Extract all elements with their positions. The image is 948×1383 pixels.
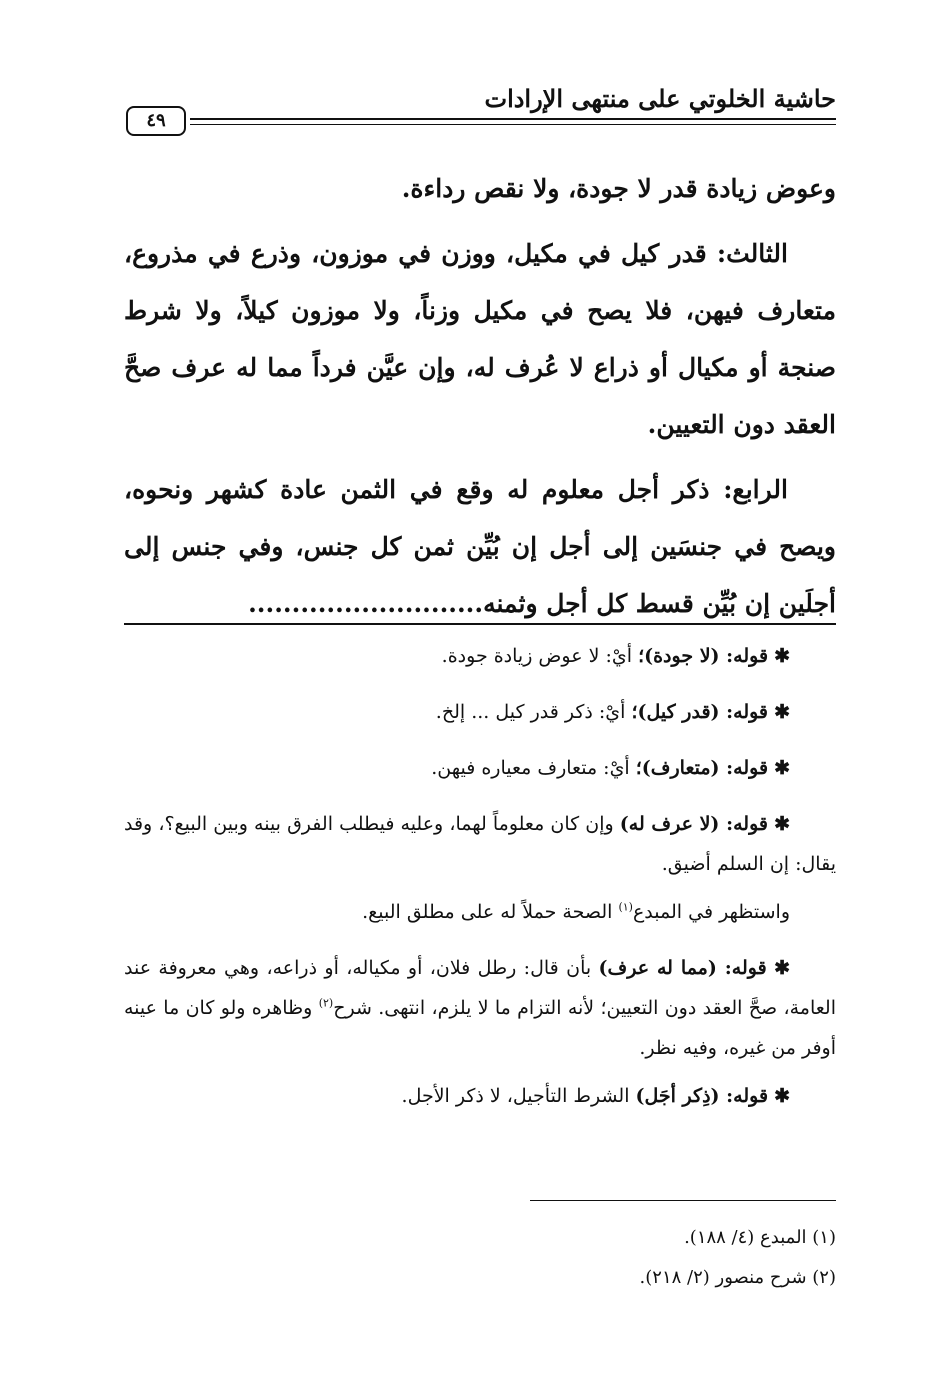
note-3-keyword: قوله: (متعارف)؛ bbox=[635, 757, 769, 779]
note-6-text-b: وظاهره ولو كان ما عينه أوفر من غيره، وفيه نظر. bbox=[124, 997, 836, 1059]
star-bullet-icon: ✱ bbox=[774, 813, 790, 835]
star-bullet-icon: ✱ bbox=[774, 1085, 790, 1107]
main-text bbox=[124, 160, 836, 640]
note-3 bbox=[124, 748, 836, 788]
star-bullet-icon: ✱ bbox=[774, 957, 790, 979]
footnote-rule bbox=[530, 1200, 836, 1201]
note-5 bbox=[124, 892, 836, 932]
footnote-ref-1: (١) bbox=[618, 900, 633, 914]
note-4-text: وإن كان معلوماً لهما، وعليه فيطلب الفرق بينه وبين البيع؟، وقد يقال: إن السلم أضيق. bbox=[124, 813, 836, 875]
main-paragraph-1: وعوض زيادة قدر لا جودة، ولا نقص رداءة. bbox=[401, 174, 836, 203]
footnotes bbox=[124, 1218, 836, 1298]
note-5-text-b: الصحة حملاً له على مطلق البيع. bbox=[362, 901, 613, 923]
main-paragraph-2: الثالث: قدر كيل في مكيل، ووزن في موزون، وذرع في مذروع، متعارف فيهن، فلا يصح في مكيل وزناً، ولا موزون كيلاً، ولا شرط صنجة أو مكيال أو ذراع لا عُرف له، وإن عيَّن فرداً مما له عرف صحَّ العقد دون التعيين. bbox=[124, 239, 836, 439]
footnote-2: (٢) شرح منصور (٢/ ٢١٨). bbox=[639, 1267, 836, 1288]
note-1-text: أيْ: لا عوض زيادة جودة. bbox=[441, 645, 633, 667]
star-bullet-icon: ✱ bbox=[774, 701, 790, 723]
note-2-text: أيْ: ذكر قدر كيل ... إلخ. bbox=[435, 701, 626, 723]
note-1-keyword: قوله: (لا جودة)؛ bbox=[638, 645, 769, 667]
note-4-keyword: قوله: (لا عرف له) bbox=[619, 813, 768, 835]
running-header-title: حاشية الخلوتي على منتهى الإرادات bbox=[484, 84, 836, 113]
note-1 bbox=[124, 636, 836, 676]
note-5-text-a: واستظهر في المبدع bbox=[632, 901, 790, 923]
note-6-text-a: بأن قال: رطل فلان، أو مكياله، أو ذراعه، وهي معروفة عند العامة، صحَّ العقد دون التعيين؛ لأنه التزام ما لا يلزم، انتهى. شرح bbox=[124, 957, 836, 1019]
page-number: ٤٩ bbox=[126, 106, 186, 136]
note-2-keyword: قوله: (قدر كيل)؛ bbox=[631, 701, 769, 723]
header-rule bbox=[190, 118, 836, 120]
note-6 bbox=[124, 948, 836, 1068]
star-bullet-icon: ✱ bbox=[774, 757, 790, 779]
main-paragraph-3 bbox=[124, 461, 836, 632]
note-3-text: أيْ: متعارف معياره فيهن. bbox=[431, 757, 630, 779]
footnote-1: (١) المبدع (٤/ ١٨٨). bbox=[684, 1227, 836, 1248]
footnote-ref-2: (٢) bbox=[318, 996, 334, 1010]
header-rule-thin bbox=[190, 124, 836, 125]
main-paragraph-3-text: الرابع: ذكر أجل معلوم له وقع في الثمن عادة كشهر ونحوه، ويصح في جنسَين إلى أجل إن بُيِّن ثمن كل جنس، وفي جنس إلى أجلَين إن بُيِّن قسط كل أجل وثمنه bbox=[124, 475, 836, 618]
continuation-dots: ........................... bbox=[248, 589, 484, 618]
note-2 bbox=[124, 692, 836, 732]
note-4 bbox=[124, 804, 836, 884]
note-7-keyword: قوله: (ذِكر أجَل) bbox=[635, 1085, 769, 1107]
note-7-text: الشرط التأجيل، لا ذكر الأجل. bbox=[401, 1085, 630, 1107]
note-7 bbox=[124, 1076, 836, 1116]
star-bullet-icon: ✱ bbox=[774, 645, 790, 667]
note-6-keyword: قوله: (مما له عرف) bbox=[598, 957, 767, 979]
commentary-notes bbox=[124, 636, 836, 1132]
text-separator-rule bbox=[124, 623, 836, 625]
